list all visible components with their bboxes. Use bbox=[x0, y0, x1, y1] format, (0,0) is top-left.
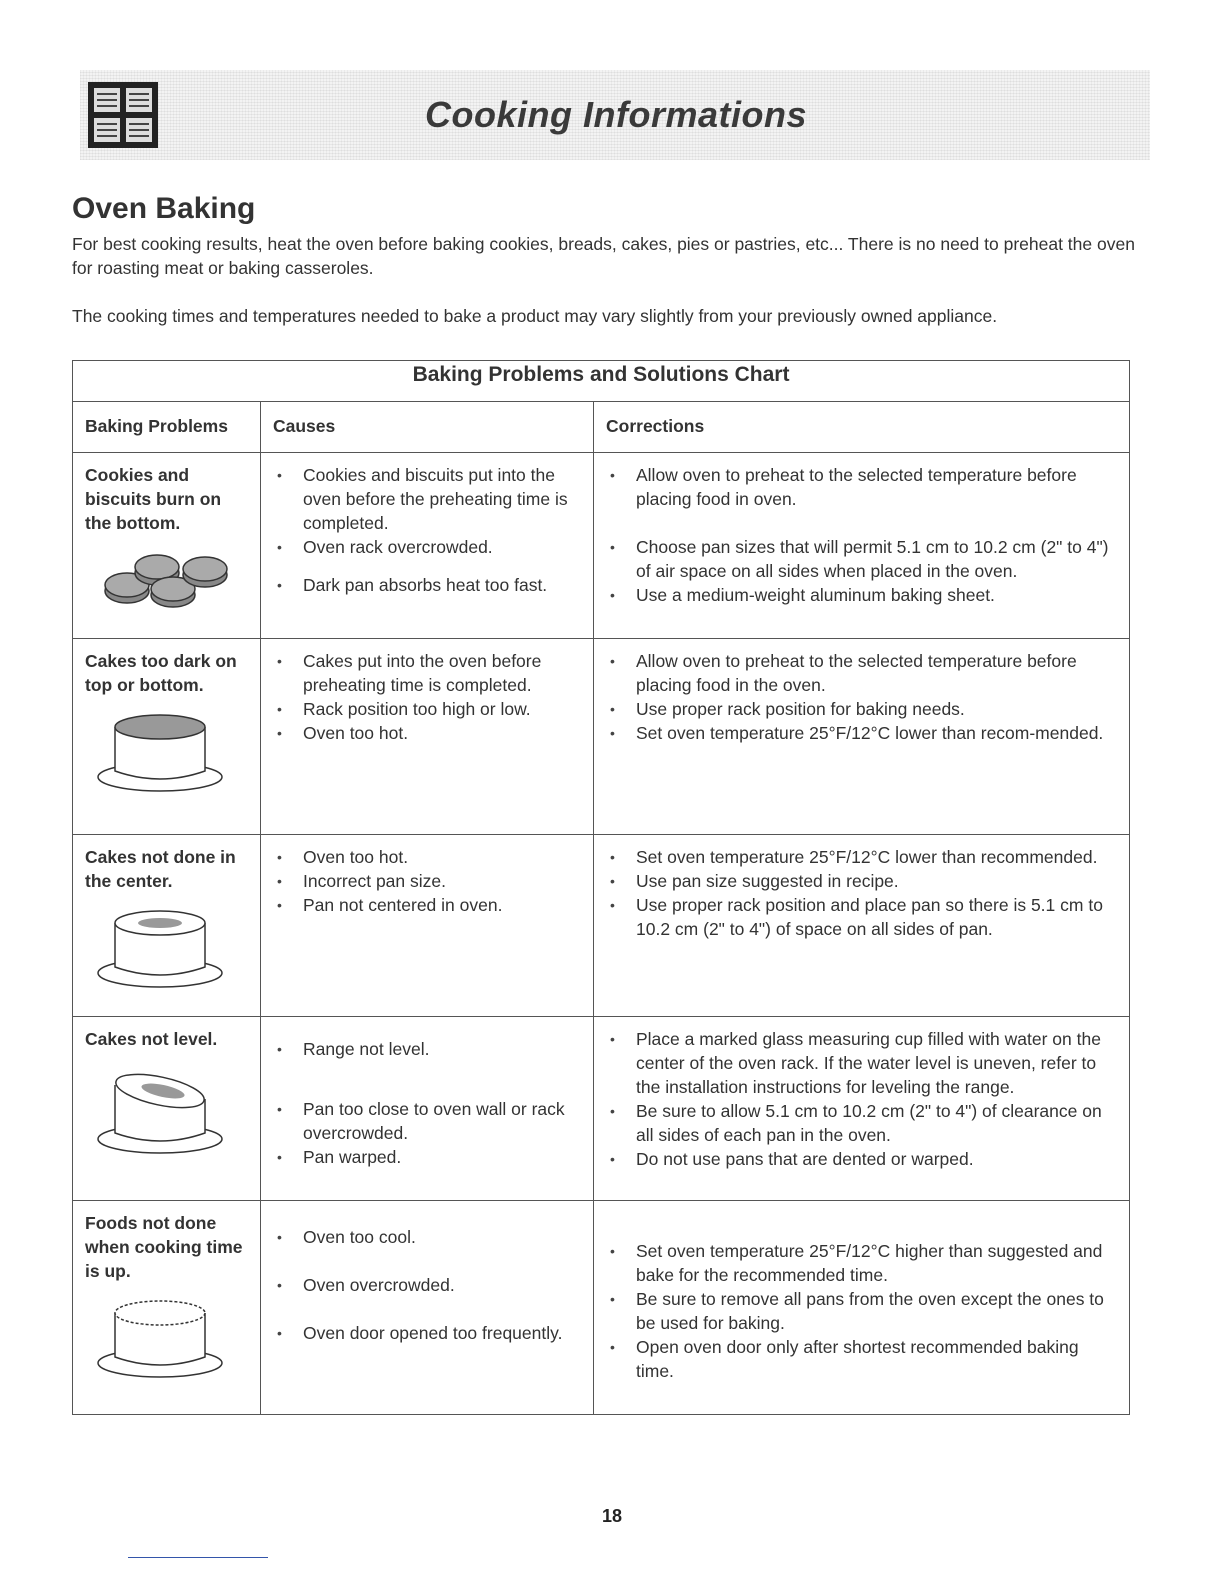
list-item: • Cookies and biscuits put into the oven before the preheating time is completed. bbox=[273, 463, 583, 535]
list-item: • Rack position too high or low. bbox=[273, 697, 583, 721]
problem-cell bbox=[73, 1017, 261, 1201]
corrections-cell bbox=[594, 1017, 1130, 1201]
footer-rule bbox=[128, 1557, 268, 1558]
list-item: • Pan too close to oven wall or rack overcrowded. bbox=[273, 1097, 583, 1145]
list-item: • Pan not centered in oven. bbox=[273, 893, 583, 917]
page-number: 18 bbox=[601, 1506, 623, 1526]
table-row bbox=[73, 1201, 1130, 1415]
list-item: • Place a marked glass measuring cup filled with water on the center of the oven rack. If the water level is uneven, refer to the installation instructions for leveling the range. bbox=[606, 1027, 1119, 1099]
cake-icon bbox=[85, 1291, 235, 1381]
chart-caption: Baking Problems and Solutions Chart bbox=[73, 361, 1130, 402]
list-item: • Dark pan absorbs heat too fast. bbox=[273, 573, 583, 597]
column-header-corrections: Corrections bbox=[594, 402, 1130, 453]
list-item: • Oven too hot. bbox=[273, 721, 583, 745]
list-item: • Oven rack overcrowded. bbox=[273, 535, 583, 559]
header-banner bbox=[80, 70, 1150, 160]
corrections-cell bbox=[594, 639, 1130, 835]
list-item: • Oven too hot. bbox=[273, 845, 583, 869]
corrections-cell bbox=[594, 1201, 1130, 1415]
cake-icon bbox=[85, 901, 235, 991]
problem-label: Cakes not level. bbox=[85, 1029, 218, 1049]
table-row bbox=[73, 453, 1130, 639]
problem-cell bbox=[73, 453, 261, 639]
problem-label: Cakes not done in the center. bbox=[85, 847, 236, 891]
list-item: • Oven door opened too frequently. bbox=[273, 1321, 583, 1345]
baking-problems-chart bbox=[72, 360, 1130, 1415]
list-item: • Pan warped. bbox=[273, 1145, 583, 1169]
list-item: • Open oven door only after shortest recommended baking time. bbox=[606, 1335, 1119, 1383]
intro-paragraph-1: For best cooking results, heat the oven before baking cookies, breads, cakes, pies or pastries, etc... There is no need to preheat the oven for roasting meat or baking casseroles. bbox=[72, 234, 1135, 278]
list-item: • Set oven temperature 25°F/12°C lower than recommended. bbox=[606, 845, 1119, 869]
cake-icon bbox=[85, 705, 235, 795]
header-title: Cooking Informations bbox=[425, 94, 807, 135]
section-title: Oven Baking bbox=[72, 192, 256, 225]
list-item: • Incorrect pan size. bbox=[273, 869, 583, 893]
list-item: • Range not level. bbox=[273, 1037, 583, 1061]
list-item: • Use pan size suggested in recipe. bbox=[606, 869, 1119, 893]
problem-label: Foods not done when cooking time is up. bbox=[85, 1213, 243, 1281]
causes-cell bbox=[261, 1017, 594, 1201]
problem-label: Cakes too dark on top or bottom. bbox=[85, 651, 237, 695]
causes-cell bbox=[261, 1201, 594, 1415]
list-item: • Use proper rack position and place pan so there is 5.1 cm to 10.2 cm (2" to 4") of space on all sides of pan. bbox=[606, 893, 1119, 941]
list-item: • Cakes put into the oven before preheating time is completed. bbox=[273, 649, 583, 697]
corrections-cell bbox=[594, 835, 1130, 1017]
list-item: • Allow oven to preheat to the selected temperature before placing food in oven. bbox=[606, 463, 1119, 511]
list-item: • Be sure to remove all pans from the oven except the ones to be used for baking. bbox=[606, 1287, 1119, 1335]
problem-cell bbox=[73, 1201, 261, 1415]
table-row bbox=[73, 639, 1130, 835]
table-row bbox=[73, 835, 1130, 1017]
list-item: • Set oven temperature 25°F/12°C higher than suggested and bake for the recommended time. bbox=[606, 1239, 1119, 1287]
table-row bbox=[73, 1017, 1130, 1201]
intro-paragraph-2: The cooking times and temperatures needed to bake a product may vary slightly from your previously owned appliance. bbox=[72, 306, 998, 326]
list-item: • Use a medium-weight aluminum baking sheet. bbox=[606, 583, 1119, 607]
list-item: • Be sure to allow 5.1 cm to 10.2 cm (2" to 4") of clearance on all sides of each pan in the oven. bbox=[606, 1099, 1119, 1147]
list-item: • Oven overcrowded. bbox=[273, 1273, 583, 1297]
cookies-icon bbox=[85, 543, 235, 613]
list-item: • Allow oven to preheat to the selected temperature before placing food in the oven. bbox=[606, 649, 1119, 697]
problem-cell bbox=[73, 835, 261, 1017]
list-item: • Do not use pans that are dented or warped. bbox=[606, 1147, 1119, 1171]
causes-cell bbox=[261, 835, 594, 1017]
list-item: • Set oven temperature 25°F/12°C lower than recom-mended. bbox=[606, 721, 1119, 745]
column-header-problems: Baking Problems bbox=[73, 402, 261, 453]
problem-label: Cookies and biscuits burn on the bottom. bbox=[85, 465, 222, 533]
list-item: • Oven too cool. bbox=[273, 1225, 583, 1249]
problem-cell bbox=[73, 639, 261, 835]
causes-cell bbox=[261, 639, 594, 835]
list-item: • Choose pan sizes that will permit 5.1 cm to 10.2 cm (2" to 4") of air space on all sides when placed in the oven. bbox=[606, 535, 1119, 583]
list-item: • Use proper rack position for baking needs. bbox=[606, 697, 1119, 721]
corrections-cell bbox=[594, 453, 1130, 639]
column-header-causes: Causes bbox=[261, 402, 594, 453]
causes-cell bbox=[261, 453, 594, 639]
tilted-cake-icon bbox=[85, 1059, 235, 1159]
manual-pages-icon bbox=[88, 82, 158, 148]
